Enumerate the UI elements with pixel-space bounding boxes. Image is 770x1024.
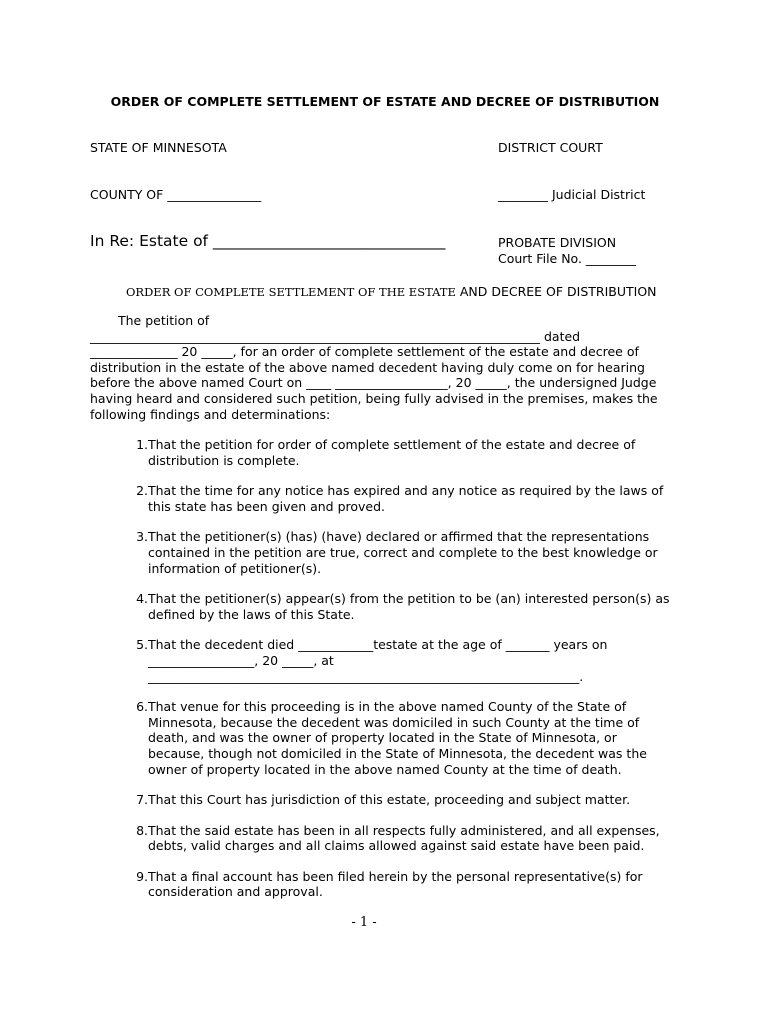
finding-number: 2.: [136, 483, 148, 499]
finding-item: [90, 637, 690, 684]
finding-item: [90, 483, 690, 514]
order-subtitle-serif: ORDER OF COMPLETE SETTLEMENT OF THE ESTATE: [126, 285, 456, 299]
paragraph-line: distribution in the estate of the above named decedent having duly come on for hearing: [90, 359, 645, 375]
finding-line: owner of property located in the above named County at the time of death.: [148, 761, 622, 777]
finding-line: That the petition for order of complete settlement of the estate and decree of: [148, 437, 636, 452]
finding-line: That the time for any notice has expired and any notice as required by the laws of: [148, 483, 664, 499]
findings-list: [90, 437, 690, 900]
finding-line: death, and was the owner of property located in the State of Minnesota, or: [148, 730, 617, 746]
finding-line: consideration and approval.: [148, 884, 323, 900]
finding-line: this state has been given and proved.: [148, 498, 386, 514]
order-subtitle: [126, 281, 657, 300]
finding-line: _________________, 20 _____, at: [148, 652, 334, 668]
petition-paragraph: [90, 313, 680, 422]
finding-line: That venue for this proceeding is in the above named County of the State of: [148, 699, 627, 715]
finding-line: information of petitioner(s).: [148, 560, 322, 576]
finding-line: contained in the petition are true, correct and complete to the best knowledge or: [148, 544, 658, 560]
finding-number: 9.: [136, 868, 148, 884]
finding-line: That the petitioner(s) (has) (have) declared or affirmed that the representations: [148, 529, 650, 545]
estate-of-field: In Re: Estate of ______________________________: [90, 232, 446, 250]
finding-item: [90, 869, 690, 900]
finding-number: 4.: [136, 591, 148, 607]
finding-item: [90, 699, 690, 777]
paragraph-line: ______________ 20 _____, for an order of complete settlement of the estate and decree of: [90, 344, 639, 360]
paragraph-line: ________________________________________________________________________ dated: [90, 328, 581, 344]
court-label: DISTRICT COURT: [498, 140, 603, 155]
finding-line: That this Court has jurisdiction of this estate, proceeding and subject matter.: [148, 792, 631, 808]
finding-item: [90, 591, 690, 622]
finding-number: 7.: [136, 792, 148, 808]
finding-line: defined by the laws of this State.: [148, 606, 355, 622]
finding-number: 5.: [136, 637, 148, 653]
finding-line: distribution is complete.: [148, 452, 300, 468]
finding-line: That the decedent died ____________testate at the age of _______ years on: [148, 637, 608, 653]
probate-division-label: PROBATE DIVISION: [498, 235, 617, 250]
finding-line: because, though not domiciled in the State of Minnesota, the decedent was the: [148, 745, 647, 761]
finding-item: [90, 437, 690, 468]
county-field: COUNTY OF _______________: [90, 187, 262, 202]
paragraph-line: following findings and determinations:: [90, 406, 331, 422]
finding-line: That a final account has been filed herein by the personal representative(s) for: [148, 868, 643, 884]
document-title: ORDER OF COMPLETE SETTLEMENT OF ESTATE AND DECREE OF DISTRIBUTION: [110, 94, 660, 109]
paragraph-line: having heard and considered such petition, being fully advised in the premises, makes the: [90, 390, 658, 406]
finding-line: debts, valid charges and all claims allowed against said estate have been paid.: [148, 838, 645, 854]
finding-line: Minnesota, because the decedent was domiciled in such County at the time of: [148, 714, 640, 730]
paragraph-line: The petition of: [118, 313, 210, 328]
finding-line: That the said estate has been in all respects fully administered, and all expenses,: [148, 822, 660, 838]
finding-line: _____________________________________________________________________.: [148, 668, 584, 684]
finding-item: [90, 792, 690, 808]
finding-number: 1.: [136, 437, 148, 452]
finding-number: 6.: [136, 699, 148, 715]
page-number: - 1 -: [351, 915, 377, 930]
finding-line: That the petitioner(s) appear(s) from the petition to be (an) interested person(s) as: [148, 591, 670, 607]
finding-number: 8.: [136, 822, 148, 838]
order-subtitle-sans: AND DECREE OF DISTRIBUTION: [455, 284, 657, 299]
state-label: STATE OF MINNESOTA: [90, 140, 227, 155]
paragraph-line: before the above named Court on ____ __________________, 20 _____, the undersigned Judge: [90, 375, 657, 391]
finding-number: 3.: [136, 529, 148, 545]
finding-item: [90, 529, 690, 576]
finding-item: [90, 823, 690, 854]
court-file-number: Court File No. ________: [498, 251, 636, 266]
judicial-district-field: ________ Judicial District: [498, 187, 646, 202]
